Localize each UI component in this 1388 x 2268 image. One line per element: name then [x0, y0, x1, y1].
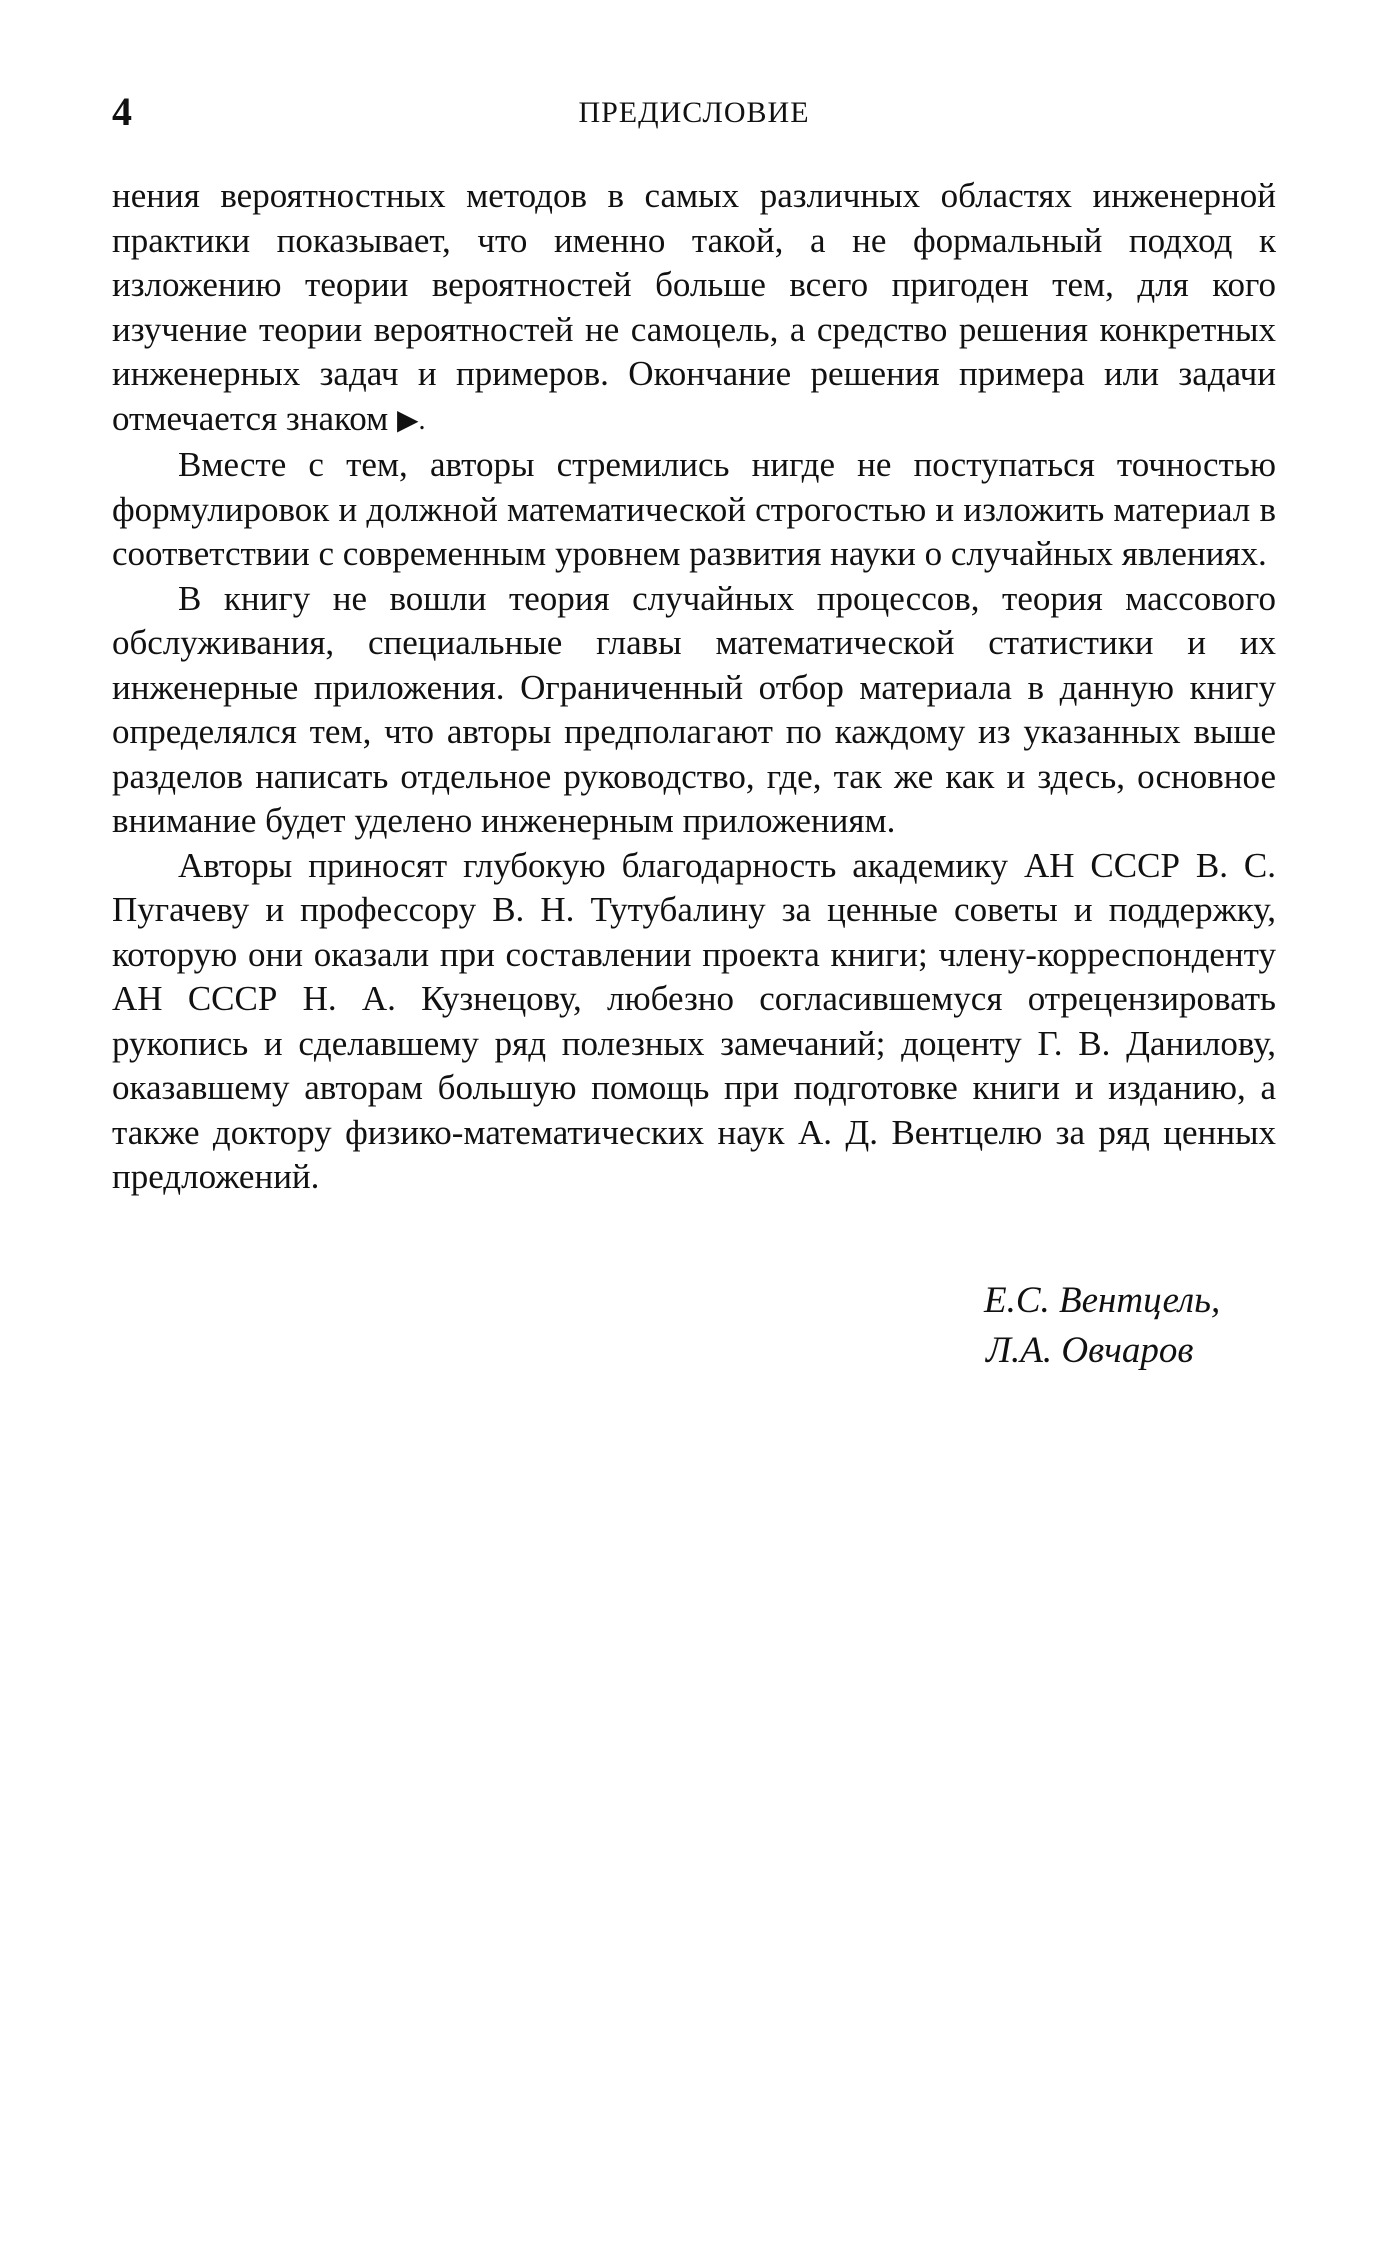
paragraph: В книгу не вошли теория случайных процессов, теория массового обслуживания, специальные главы математической статистики и их инженерные приложения. Ограниченный отбор материала в данную книгу определялся тем, что авторы предполагают по каждому из указанных выше разделов написать отдельное руководство, где, так же как и здесь, основное внимание будет уделено инженерным приложениям. [112, 578, 1276, 840]
paragraph: Вместе с тем, авторы стремились нигде не поступаться точностью формулировок и должной математической строгостью и изложить материал в соответствии с современным уровнем развития науки о случайных явлениях. [112, 445, 1276, 573]
paragraph-continued [112, 174, 1276, 443]
book-page [112, 89, 1276, 1376]
paragraph-text: нения вероятностных методов в самых различных областях инженерной практики показывает, что именно такой, а не формальный подход к изложению теории вероятностей больше всего пригоден тем, для кого изучение теории вероятностей не самоцель, а средство решения конкретных инженерных задач и примеров. Окончание решения примера или задачи отмечается знаком [112, 176, 1276, 438]
signature-author: Л.А. Овчаров [986, 1329, 1194, 1371]
running-header [112, 89, 1276, 152]
running-header-title: ПРЕДИСЛОВИЕ [578, 96, 810, 129]
end-of-example-mark: ▶. [396, 404, 426, 436]
preface-body [112, 174, 1276, 1200]
page-number: 4 [112, 89, 132, 134]
paragraph-acknowledgements: Авторы приносят глубокую благодарность академику АН СССР В. С. Пугачеву и профессору В. Н. Тутубалину за ценные советы и поддержку, которую они оказали при составлении проекта книги; члену-корреспонденту АН СССР Н. А. Кузнецову, любезно согласившемуся отрецензировать рукопись и сделавшему ряд полезных замечаний; доценту Г. В. Данилову, оказавшему авторам большую помощь при подготовке книги и изданию, а также доктору физико-математических наук А. Д. Вентцелю за ряд ценных предложений. [112, 845, 1276, 1196]
signature-author: Е.С. Вентцель, [984, 1279, 1221, 1321]
author-signatures [984, 1276, 1276, 1376]
